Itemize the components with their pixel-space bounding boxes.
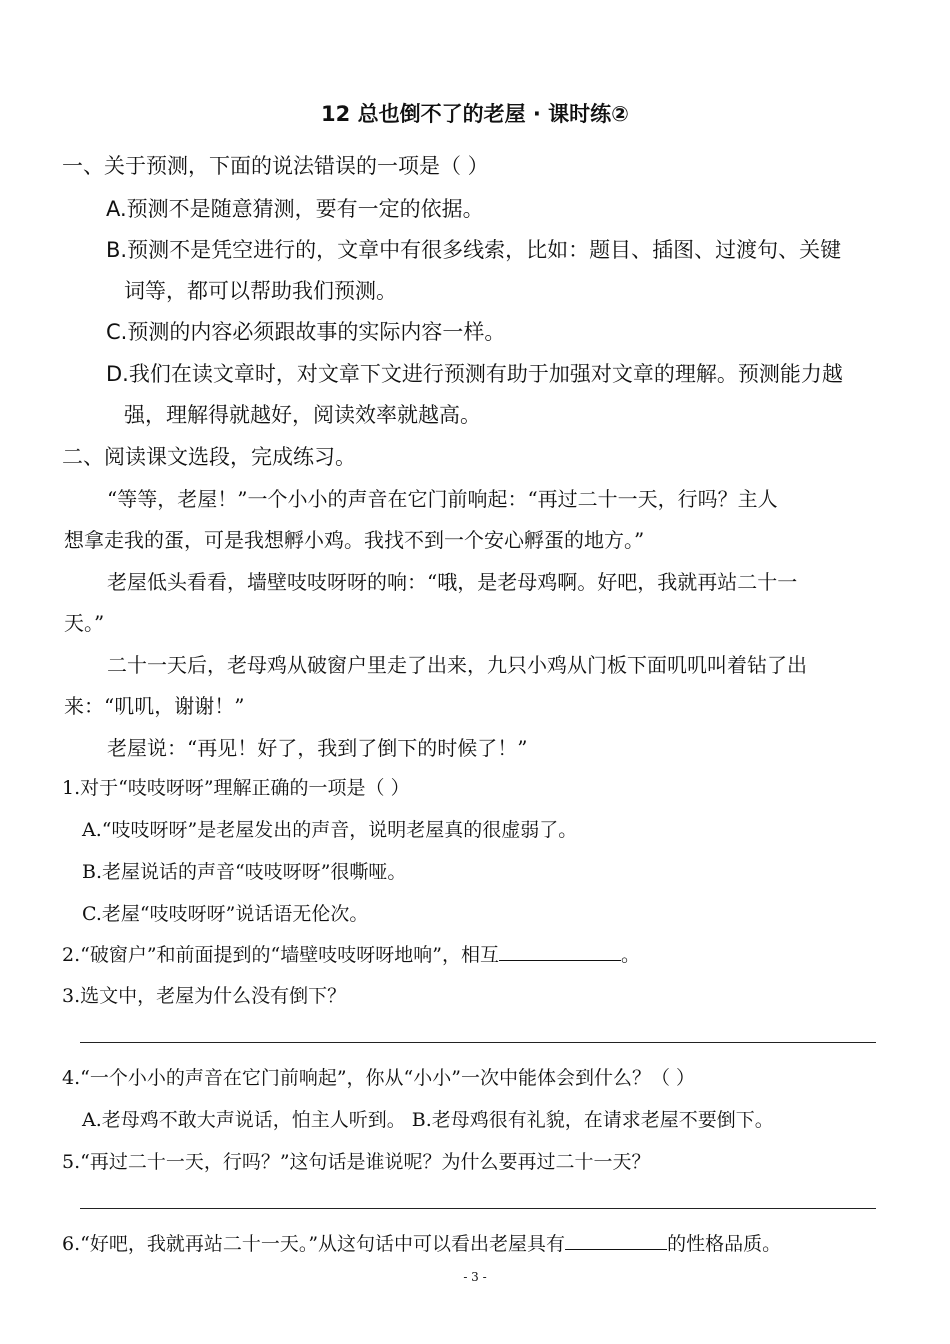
fill-blank-2[interactable] [499,941,621,961]
passage-para3-line2: 来：“叽叽，谢谢！” [64,694,245,718]
passage-para1-line2: 想拿走我的蛋，可是我想孵小鸡。我找不到一个安心孵蛋的地方。” [64,528,645,552]
fill-blank-6[interactable] [565,1230,667,1250]
subquestion-2 [62,940,640,967]
option-a: A.预测不是随意猜测，要有一定的依据。 [106,197,484,221]
question-2-stem: 二、阅读课文选段，完成练习。 [62,445,356,469]
subquestion-1-option-b: B.老屋说话的声音“吱吱呀呀”很嘶哑。 [82,861,407,883]
passage-para1-line1: “等等，老屋！”一个小小的声音在它门前响起：“再过二十一天，行吗？主人 [107,487,778,511]
passage-para4: 老屋说：“再见！好了，我到了倒下的时候了！” [107,736,528,760]
answer-line-3[interactable] [80,1042,876,1043]
answer-line-5[interactable] [80,1208,876,1209]
subquestion-6-end: 的性格品质。 [667,1233,782,1255]
option-d-line2: 强，理解得就越好，阅读效率就越高。 [124,403,481,427]
subquestion-3: 3.选文中，老屋为什么没有倒下？ [62,985,347,1007]
subquestion-1-option-c: C.老屋“吱吱呀呀”说话语无伦次。 [82,903,369,925]
option-b-line1: B.预测不是凭空进行的，文章中有很多线索，比如：题目、插图、过渡句、关键 [106,238,842,262]
subquestion-1: 1.对于“吱吱呀呀”理解正确的一项是（ ） [62,777,410,799]
subquestion-6 [62,1229,781,1256]
question-1-stem: 一、关于预测，下面的说法错误的一项是（ ） [62,154,489,178]
subquestion-5: 5.“再过二十一天，行吗？”这句话是谁说呢？为什么要再过二十一天？ [62,1151,651,1173]
passage-para3-line1: 二十一天后，老母鸡从破窗户里走了出来，九只小鸡从门板下面叽叽叫着钻了出 [107,653,807,677]
subquestion-2-end: 。 [620,944,640,966]
option-d-line1: D.我们在读文章时，对文章下文进行预测有助于加强对文章的理解。预测能力越 [106,362,843,386]
option-c: C.预测的内容必须跟故事的实际内容一样。 [106,320,506,344]
page-title: 12 总也倒不了的老屋 · 课时练② [321,102,629,126]
subquestion-4-options: A.老母鸡不敢大声说话，怕主人听到。 B.老母鸡很有礼貌，在请求老屋不要倒下。 [82,1109,774,1131]
subquestion-1-option-a: A.“吱吱呀呀”是老屋发出的声音，说明老屋真的很虚弱了。 [82,819,578,841]
page-number: - 3 - [463,1270,487,1284]
passage-para2-line1: 老屋低头看看，墙壁吱吱呀呀的响：“哦，是老母鸡啊。好吧，我就再站二十一 [107,570,798,594]
subquestion-4: 4.“一个小小的声音在它门前响起”，你从“小小”一次中能体会到什么？（ ） [62,1067,696,1089]
subquestion-2-text: 2.“破窗户”和前面提到的“墙壁吱吱呀呀地响”，相互 [62,944,499,966]
passage-para2-line2: 天。” [64,611,105,635]
subquestion-6-text: 6.“好吧，我就再站二十一天。”从这句话中可以看出老屋具有 [62,1233,566,1255]
option-b-line2: 词等，都可以帮助我们预测。 [124,279,397,303]
